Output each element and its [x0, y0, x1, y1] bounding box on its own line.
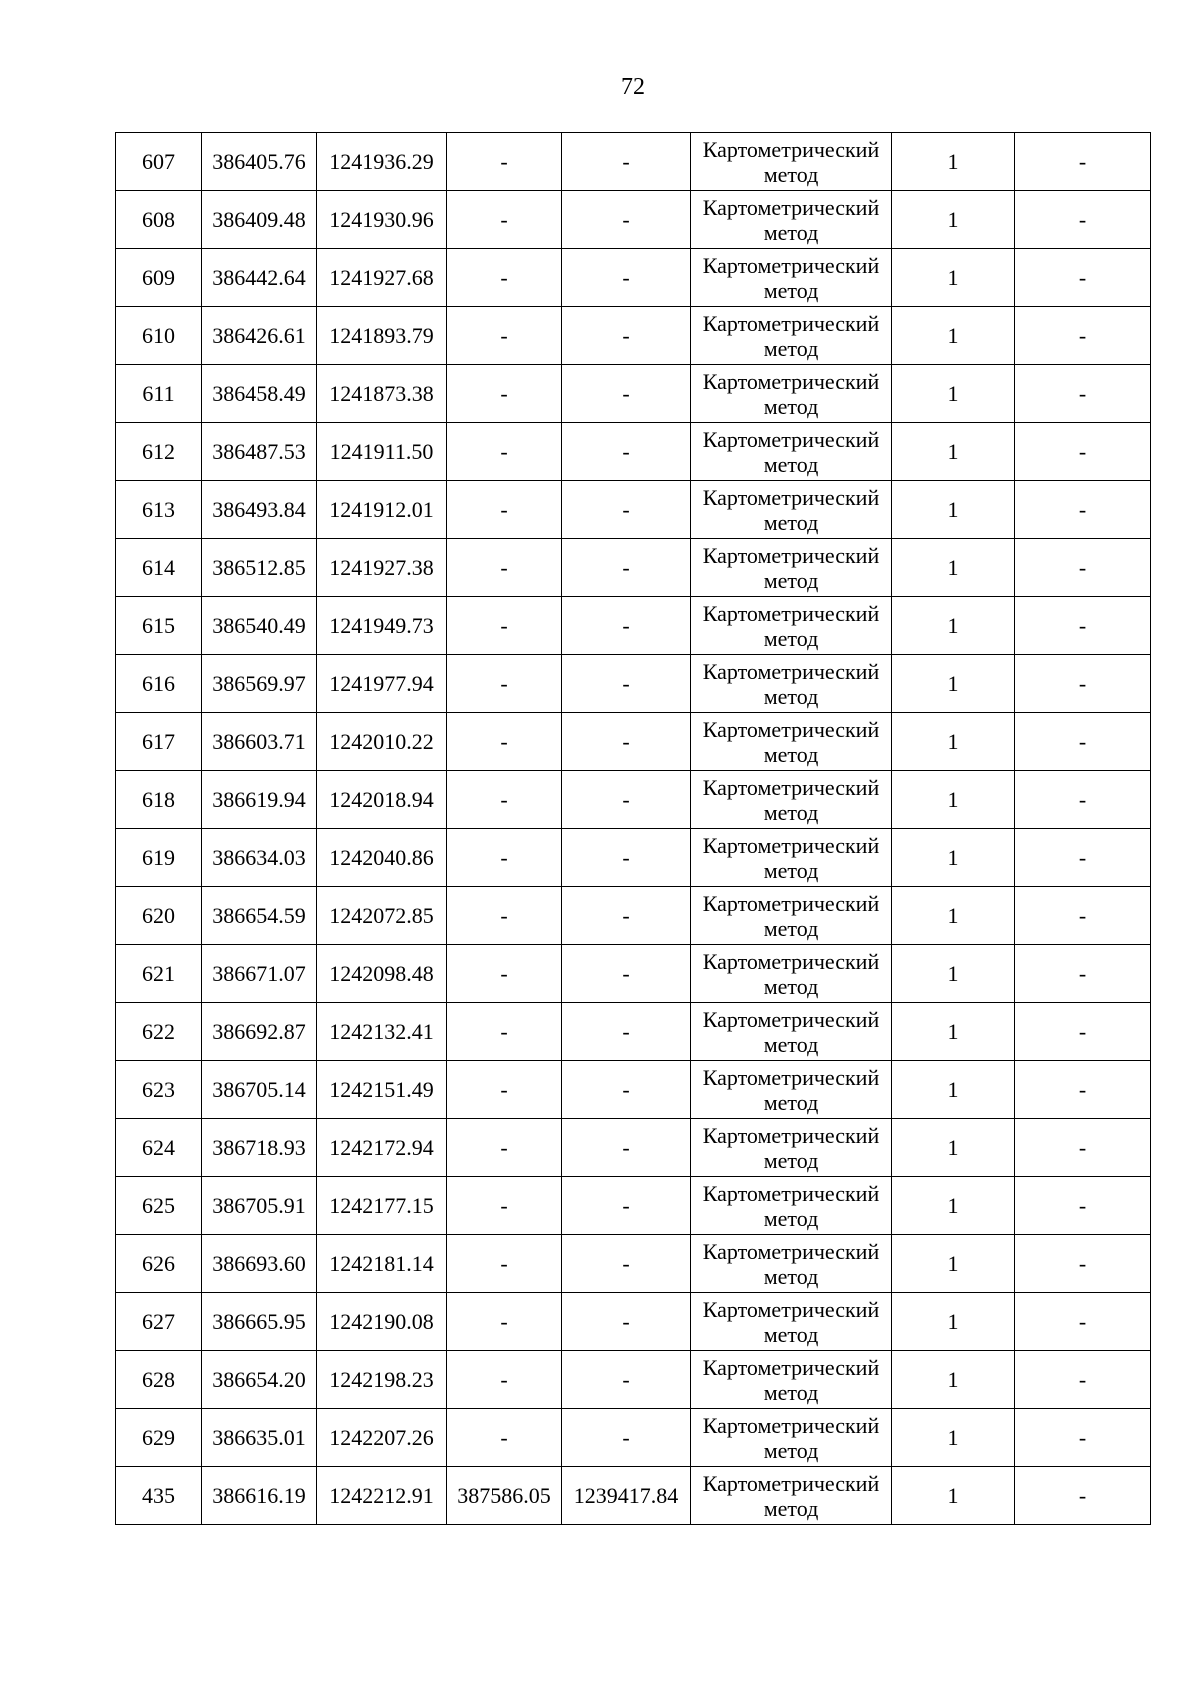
method-line-2: метод	[763, 1379, 819, 1405]
y-old-coordinate-cell: -	[562, 1119, 691, 1177]
method-line-1: Картометрический	[702, 368, 880, 394]
method-cell	[691, 133, 892, 191]
note-cell: -	[1015, 1119, 1151, 1177]
method-line-2: метод	[763, 1031, 819, 1057]
x-old-coordinate-cell: -	[447, 887, 562, 945]
point-number-cell: 608	[116, 191, 202, 249]
method-line-1: Картометрический	[702, 252, 880, 278]
method-line-2: метод	[763, 335, 819, 361]
y-old-coordinate-cell: -	[562, 655, 691, 713]
method-line-2: метод	[763, 1437, 819, 1463]
y-old-coordinate-cell: 1239417.84	[562, 1467, 691, 1525]
x-old-coordinate-cell: -	[447, 1177, 562, 1235]
method-line-2: метод	[763, 799, 819, 825]
table-body	[116, 133, 1151, 1525]
point-number-cell: 628	[116, 1351, 202, 1409]
method-cell	[691, 191, 892, 249]
table-row	[116, 1119, 1151, 1177]
y-coordinate-cell: 1242172.94	[317, 1119, 447, 1177]
x-coordinate-cell: 386692.87	[202, 1003, 317, 1061]
note-cell: -	[1015, 887, 1151, 945]
table-row	[116, 1293, 1151, 1351]
y-old-coordinate-cell: -	[562, 1293, 691, 1351]
note-cell: -	[1015, 1293, 1151, 1351]
point-number-cell: 607	[116, 133, 202, 191]
x-coordinate-cell: 386634.03	[202, 829, 317, 887]
note-cell: -	[1015, 597, 1151, 655]
y-coordinate-cell: 1242212.91	[317, 1467, 447, 1525]
y-old-coordinate-cell: -	[562, 829, 691, 887]
table-row	[116, 1235, 1151, 1293]
y-coordinate-cell: 1242010.22	[317, 713, 447, 771]
point-number-cell: 617	[116, 713, 202, 771]
accuracy-cell: 1	[892, 133, 1015, 191]
table-row	[116, 191, 1151, 249]
x-coordinate-cell: 386603.71	[202, 713, 317, 771]
accuracy-cell: 1	[892, 1409, 1015, 1467]
accuracy-cell: 1	[892, 945, 1015, 1003]
y-old-coordinate-cell: -	[562, 1061, 691, 1119]
y-coordinate-cell: 1241936.29	[317, 133, 447, 191]
y-coordinate-cell: 1241949.73	[317, 597, 447, 655]
x-old-coordinate-cell: -	[447, 1119, 562, 1177]
method-line-1: Картометрический	[702, 136, 880, 162]
method-line-2: метод	[763, 1205, 819, 1231]
point-number-cell: 627	[116, 1293, 202, 1351]
point-number-cell: 619	[116, 829, 202, 887]
y-coordinate-cell: 1242181.14	[317, 1235, 447, 1293]
x-coordinate-cell: 386442.64	[202, 249, 317, 307]
method-cell	[691, 945, 892, 1003]
accuracy-cell: 1	[892, 1119, 1015, 1177]
point-number-cell: 624	[116, 1119, 202, 1177]
method-line-1: Картометрический	[702, 890, 880, 916]
point-number-cell: 626	[116, 1235, 202, 1293]
accuracy-cell: 1	[892, 1177, 1015, 1235]
point-number-cell: 623	[116, 1061, 202, 1119]
point-number-cell: 616	[116, 655, 202, 713]
method-line-2: метод	[763, 683, 819, 709]
y-coordinate-cell: 1241977.94	[317, 655, 447, 713]
y-coordinate-cell: 1242207.26	[317, 1409, 447, 1467]
x-old-coordinate-cell: -	[447, 655, 562, 713]
method-line-2: метод	[763, 161, 819, 187]
note-cell: -	[1015, 539, 1151, 597]
y-coordinate-cell: 1242132.41	[317, 1003, 447, 1061]
accuracy-cell: 1	[892, 1003, 1015, 1061]
table-row	[116, 365, 1151, 423]
x-coordinate-cell: 386671.07	[202, 945, 317, 1003]
y-coordinate-cell: 1242190.08	[317, 1293, 447, 1351]
x-coordinate-cell: 386616.19	[202, 1467, 317, 1525]
x-old-coordinate-cell: -	[447, 1235, 562, 1293]
method-line-1: Картометрический	[702, 1064, 880, 1090]
y-coordinate-cell: 1241927.68	[317, 249, 447, 307]
table-row	[116, 1351, 1151, 1409]
method-line-1: Картометрический	[702, 426, 880, 452]
x-coordinate-cell: 386654.59	[202, 887, 317, 945]
method-line-1: Картометрический	[702, 716, 880, 742]
method-cell	[691, 829, 892, 887]
point-number-cell: 614	[116, 539, 202, 597]
y-coordinate-cell: 1242040.86	[317, 829, 447, 887]
x-coordinate-cell: 386705.91	[202, 1177, 317, 1235]
method-line-1: Картометрический	[702, 832, 880, 858]
method-line-1: Картометрический	[702, 1354, 880, 1380]
method-line-1: Картометрический	[702, 310, 880, 336]
method-line-1: Картометрический	[702, 542, 880, 568]
method-cell	[691, 887, 892, 945]
method-line-2: метод	[763, 625, 819, 651]
method-cell	[691, 597, 892, 655]
method-line-1: Картометрический	[702, 658, 880, 684]
x-coordinate-cell: 386409.48	[202, 191, 317, 249]
note-cell: -	[1015, 1003, 1151, 1061]
table-row	[116, 829, 1151, 887]
accuracy-cell: 1	[892, 423, 1015, 481]
method-cell	[691, 1351, 892, 1409]
method-cell	[691, 1293, 892, 1351]
point-number-cell: 435	[116, 1467, 202, 1525]
x-coordinate-cell: 386458.49	[202, 365, 317, 423]
x-old-coordinate-cell: -	[447, 1293, 562, 1351]
method-cell	[691, 1409, 892, 1467]
method-line-2: метод	[763, 509, 819, 535]
point-number-cell: 622	[116, 1003, 202, 1061]
table-row	[116, 481, 1151, 539]
x-old-coordinate-cell: -	[447, 249, 562, 307]
point-number-cell: 615	[116, 597, 202, 655]
x-coordinate-cell: 386540.49	[202, 597, 317, 655]
method-cell	[691, 365, 892, 423]
method-cell	[691, 423, 892, 481]
note-cell: -	[1015, 713, 1151, 771]
x-coordinate-cell: 386665.95	[202, 1293, 317, 1351]
method-line-2: метод	[763, 219, 819, 245]
x-coordinate-cell: 386426.61	[202, 307, 317, 365]
x-coordinate-cell: 386705.14	[202, 1061, 317, 1119]
x-old-coordinate-cell: -	[447, 307, 562, 365]
point-number-cell: 620	[116, 887, 202, 945]
x-coordinate-cell: 386619.94	[202, 771, 317, 829]
y-coordinate-cell: 1241930.96	[317, 191, 447, 249]
y-old-coordinate-cell: -	[562, 539, 691, 597]
method-line-1: Картометрический	[702, 1296, 880, 1322]
x-old-coordinate-cell: -	[447, 713, 562, 771]
x-coordinate-cell: 386718.93	[202, 1119, 317, 1177]
x-coordinate-cell: 386693.60	[202, 1235, 317, 1293]
accuracy-cell: 1	[892, 771, 1015, 829]
accuracy-cell: 1	[892, 249, 1015, 307]
table-row	[116, 539, 1151, 597]
table-row	[116, 249, 1151, 307]
point-number-cell: 625	[116, 1177, 202, 1235]
table-row	[116, 655, 1151, 713]
accuracy-cell: 1	[892, 887, 1015, 945]
x-old-coordinate-cell: -	[447, 771, 562, 829]
method-cell	[691, 1119, 892, 1177]
method-line-2: метод	[763, 277, 819, 303]
y-old-coordinate-cell: -	[562, 423, 691, 481]
y-old-coordinate-cell: -	[562, 1235, 691, 1293]
x-old-coordinate-cell: -	[447, 133, 562, 191]
note-cell: -	[1015, 423, 1151, 481]
accuracy-cell: 1	[892, 539, 1015, 597]
y-coordinate-cell: 1242072.85	[317, 887, 447, 945]
method-line-1: Картометрический	[702, 1470, 880, 1496]
y-coordinate-cell: 1241873.38	[317, 365, 447, 423]
x-old-coordinate-cell: -	[447, 1061, 562, 1119]
table-row	[116, 1003, 1151, 1061]
point-number-cell: 612	[116, 423, 202, 481]
method-cell	[691, 655, 892, 713]
x-coordinate-cell: 386493.84	[202, 481, 317, 539]
note-cell: -	[1015, 481, 1151, 539]
accuracy-cell: 1	[892, 191, 1015, 249]
method-line-2: метод	[763, 567, 819, 593]
x-old-coordinate-cell: -	[447, 597, 562, 655]
point-number-cell: 629	[116, 1409, 202, 1467]
y-coordinate-cell: 1242151.49	[317, 1061, 447, 1119]
method-line-2: метод	[763, 393, 819, 419]
accuracy-cell: 1	[892, 1351, 1015, 1409]
method-line-1: Картометрический	[702, 194, 880, 220]
note-cell: -	[1015, 191, 1151, 249]
method-line-1: Картометрический	[702, 1006, 880, 1032]
accuracy-cell: 1	[892, 829, 1015, 887]
table-row	[116, 713, 1151, 771]
point-number-cell: 609	[116, 249, 202, 307]
x-old-coordinate-cell: -	[447, 1351, 562, 1409]
accuracy-cell: 1	[892, 1293, 1015, 1351]
x-old-coordinate-cell: -	[447, 423, 562, 481]
page-number: 72	[621, 74, 645, 100]
method-line-1: Картометрический	[702, 948, 880, 974]
table-row	[116, 423, 1151, 481]
y-old-coordinate-cell: -	[562, 1351, 691, 1409]
y-old-coordinate-cell: -	[562, 307, 691, 365]
x-coordinate-cell: 386487.53	[202, 423, 317, 481]
note-cell: -	[1015, 249, 1151, 307]
note-cell: -	[1015, 655, 1151, 713]
method-cell	[691, 249, 892, 307]
method-cell	[691, 713, 892, 771]
accuracy-cell: 1	[892, 1235, 1015, 1293]
y-old-coordinate-cell: -	[562, 191, 691, 249]
accuracy-cell: 1	[892, 307, 1015, 365]
method-line-1: Картометрический	[702, 1238, 880, 1264]
y-old-coordinate-cell: -	[562, 481, 691, 539]
note-cell: -	[1015, 307, 1151, 365]
x-coordinate-cell: 386512.85	[202, 539, 317, 597]
y-old-coordinate-cell: -	[562, 597, 691, 655]
x-coordinate-cell: 386635.01	[202, 1409, 317, 1467]
method-line-1: Картометрический	[702, 1412, 880, 1438]
note-cell: -	[1015, 945, 1151, 1003]
method-cell	[691, 1467, 892, 1525]
point-number-cell: 618	[116, 771, 202, 829]
note-cell: -	[1015, 1061, 1151, 1119]
accuracy-cell: 1	[892, 655, 1015, 713]
note-cell: -	[1015, 1409, 1151, 1467]
method-cell	[691, 307, 892, 365]
method-cell	[691, 1177, 892, 1235]
y-old-coordinate-cell: -	[562, 133, 691, 191]
y-old-coordinate-cell: -	[562, 713, 691, 771]
y-coordinate-cell: 1242177.15	[317, 1177, 447, 1235]
y-old-coordinate-cell: -	[562, 1177, 691, 1235]
method-line-2: метод	[763, 857, 819, 883]
note-cell: -	[1015, 829, 1151, 887]
y-coordinate-cell: 1241893.79	[317, 307, 447, 365]
y-coordinate-cell: 1241927.38	[317, 539, 447, 597]
x-old-coordinate-cell: -	[447, 539, 562, 597]
x-coordinate-cell: 386654.20	[202, 1351, 317, 1409]
method-line-1: Картометрический	[702, 600, 880, 626]
point-number-cell: 613	[116, 481, 202, 539]
x-old-coordinate-cell: -	[447, 1409, 562, 1467]
table-row	[116, 1177, 1151, 1235]
note-cell: -	[1015, 1177, 1151, 1235]
y-old-coordinate-cell: -	[562, 1409, 691, 1467]
accuracy-cell: 1	[892, 481, 1015, 539]
method-cell	[691, 481, 892, 539]
y-old-coordinate-cell: -	[562, 1003, 691, 1061]
y-coordinate-cell: 1241911.50	[317, 423, 447, 481]
method-line-2: метод	[763, 1263, 819, 1289]
coordinates-table	[115, 132, 1151, 1525]
x-old-coordinate-cell: -	[447, 365, 562, 423]
accuracy-cell: 1	[892, 597, 1015, 655]
table-row	[116, 133, 1151, 191]
note-cell: -	[1015, 771, 1151, 829]
method-line-1: Картометрический	[702, 1180, 880, 1206]
y-old-coordinate-cell: -	[562, 945, 691, 1003]
point-number-cell: 621	[116, 945, 202, 1003]
x-old-coordinate-cell: -	[447, 481, 562, 539]
note-cell: -	[1015, 1351, 1151, 1409]
y-coordinate-cell: 1242198.23	[317, 1351, 447, 1409]
method-line-2: метод	[763, 741, 819, 767]
method-line-2: метод	[763, 1089, 819, 1115]
method-line-2: метод	[763, 1495, 819, 1521]
x-old-coordinate-cell: -	[447, 829, 562, 887]
accuracy-cell: 1	[892, 365, 1015, 423]
x-old-coordinate-cell: 387586.05	[447, 1467, 562, 1525]
y-old-coordinate-cell: -	[562, 887, 691, 945]
y-old-coordinate-cell: -	[562, 249, 691, 307]
method-line-2: метод	[763, 451, 819, 477]
table-row	[116, 1409, 1151, 1467]
note-cell: -	[1015, 365, 1151, 423]
method-cell	[691, 539, 892, 597]
table-row	[116, 1061, 1151, 1119]
y-old-coordinate-cell: -	[562, 365, 691, 423]
table-row	[116, 771, 1151, 829]
x-old-coordinate-cell: -	[447, 945, 562, 1003]
x-coordinate-cell: 386569.97	[202, 655, 317, 713]
note-cell: -	[1015, 1467, 1151, 1525]
table-row	[116, 945, 1151, 1003]
y-coordinate-cell: 1242098.48	[317, 945, 447, 1003]
table-row	[116, 887, 1151, 945]
x-old-coordinate-cell: -	[447, 191, 562, 249]
y-old-coordinate-cell: -	[562, 771, 691, 829]
accuracy-cell: 1	[892, 1467, 1015, 1525]
method-line-2: метод	[763, 1147, 819, 1173]
point-number-cell: 610	[116, 307, 202, 365]
method-line-1: Картометрический	[702, 1122, 880, 1148]
method-cell	[691, 1061, 892, 1119]
table-row	[116, 597, 1151, 655]
accuracy-cell: 1	[892, 713, 1015, 771]
method-cell	[691, 1003, 892, 1061]
note-cell: -	[1015, 133, 1151, 191]
point-number-cell: 611	[116, 365, 202, 423]
method-line-2: метод	[763, 973, 819, 999]
x-coordinate-cell: 386405.76	[202, 133, 317, 191]
method-line-1: Картометрический	[702, 774, 880, 800]
y-coordinate-cell: 1241912.01	[317, 481, 447, 539]
x-old-coordinate-cell: -	[447, 1003, 562, 1061]
method-line-1: Картометрический	[702, 484, 880, 510]
table-row	[116, 307, 1151, 365]
method-line-2: метод	[763, 915, 819, 941]
accuracy-cell: 1	[892, 1061, 1015, 1119]
y-coordinate-cell: 1242018.94	[317, 771, 447, 829]
method-line-2: метод	[763, 1321, 819, 1347]
note-cell: -	[1015, 1235, 1151, 1293]
method-cell	[691, 771, 892, 829]
table-row	[116, 1467, 1151, 1525]
method-cell	[691, 1235, 892, 1293]
